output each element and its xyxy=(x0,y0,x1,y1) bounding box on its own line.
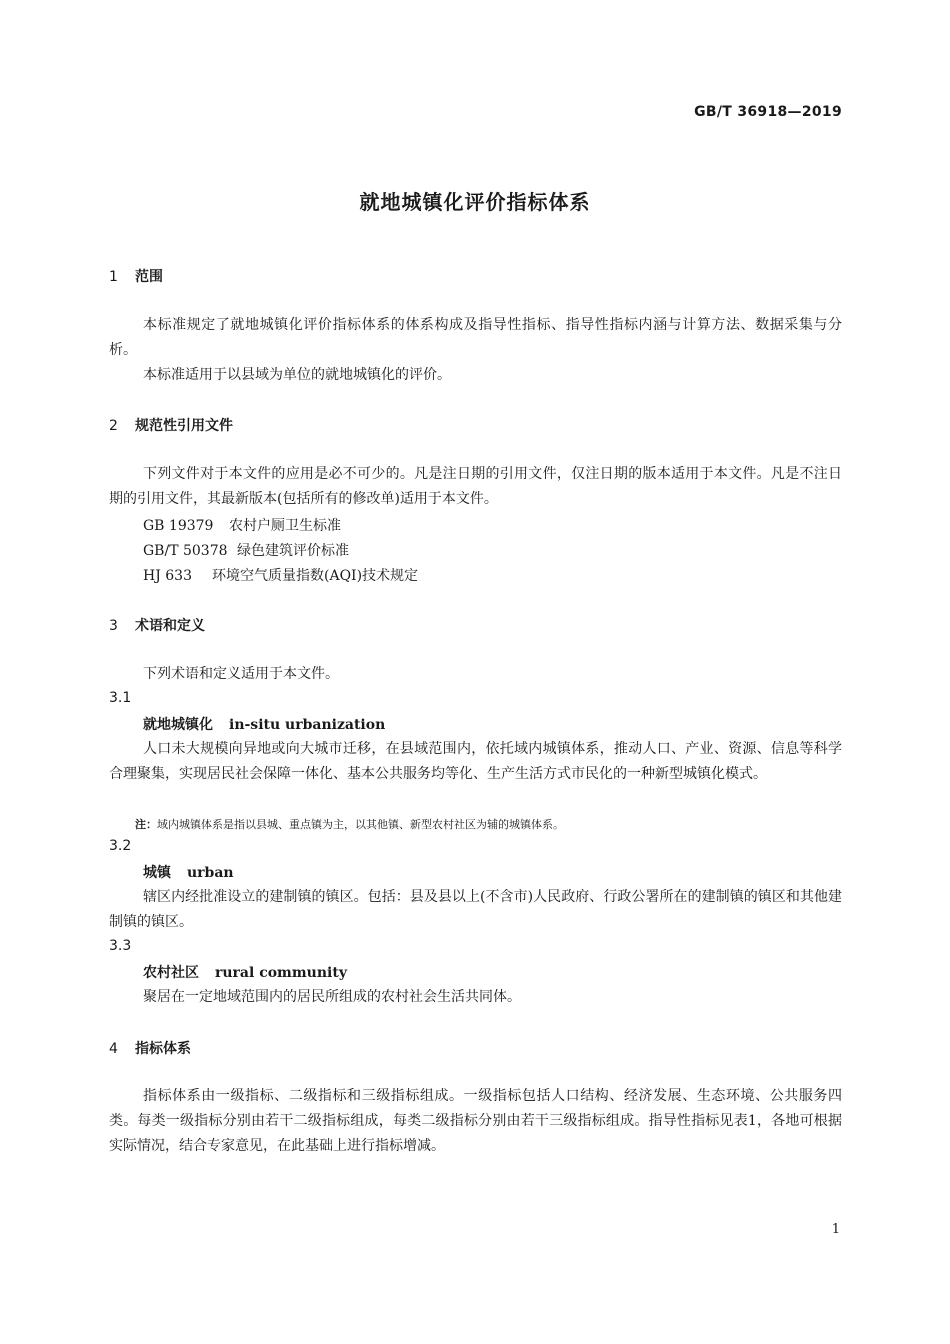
term-heading xyxy=(143,962,347,982)
section-4-heading xyxy=(109,1038,191,1058)
section-number: 4 xyxy=(109,1041,118,1057)
reference-name: 环境空气质量指数(AQI)技术规定 xyxy=(212,568,419,584)
term-definition: 聚居在一定地域范围内的居民所组成的农村社会生活共同体。 xyxy=(143,989,521,1005)
section-3-heading xyxy=(109,615,205,635)
section-title: 范围 xyxy=(135,269,163,285)
section-number: 3 xyxy=(109,618,118,634)
note-text: 域内城镇体系是指以县城、重点镇为主，以其他镇、新型农村社区为辅的城镇体系。 xyxy=(157,818,564,831)
section-1-paragraph-2: 本标准适用于以县域为单位的就地城镇化的评价。 xyxy=(143,367,451,383)
term-definition: 辖区内经批准设立的建制镇的镇区。包括：县及县以上(不含市)人民政府、行政公署所在的建制镇的镇区和其他建制镇的镇区。 xyxy=(109,889,842,930)
term-chinese: 就地城镇化 xyxy=(143,717,213,733)
section-title: 术语和定义 xyxy=(135,618,205,634)
section-1-heading xyxy=(109,266,163,286)
term-definition: 人口未大规模向异地或向大城市迁移，在县域范围内，依托域内城镇体系，推动人口、产业、资源、信息等科学合理聚集，实现居民社会保障一体化、基本公共服务均等化、生产生活方式市民化的一种新型城镇化模式。 xyxy=(109,741,842,782)
section-2-paragraph-1: 下列文件对于本文件的应用是必不可少的。凡是注日期的引用文件，仅注日期的版本适用于本文件。凡是不注日期的引用文件，其最新版本(包括所有的修改单)适用于本文件。 xyxy=(109,466,842,507)
reference-item xyxy=(143,540,349,560)
section-3-paragraph-1: 下列术语和定义适用于本文件。 xyxy=(143,666,339,682)
reference-item xyxy=(143,565,418,585)
reference-name: 绿色建筑评价标准 xyxy=(237,543,349,559)
term-english: urban xyxy=(187,865,234,881)
section-number: 1 xyxy=(109,269,118,285)
section-2-heading xyxy=(109,415,233,435)
term-english: rural community xyxy=(215,965,347,981)
reference-code: GB 19379 xyxy=(143,518,214,534)
term-note xyxy=(135,816,564,832)
term-number: 3.3 xyxy=(109,938,132,954)
term-chinese: 农村社区 xyxy=(143,965,199,981)
section-1-paragraph-1: 本标准规定了就地城镇化评价指标体系的体系构成及指导性指标、指导性指标内涵与计算方法、数据采集与分析。 xyxy=(109,317,842,358)
term-number: 3.2 xyxy=(109,838,132,854)
section-4-paragraph-1: 指标体系由一级指标、二级指标和三级指标组成。一级指标包括人口结构、经济发展、生态环境、公共服务四类。每类一级指标分别由若干二级指标组成，每类二级指标分别由若干三级指标组成。指导性指标见表1，各地可根据实际情况，结合专家意见，在此基础上进行指标增减。 xyxy=(109,1088,842,1154)
document-title: 就地城镇化评价指标体系 xyxy=(359,190,591,214)
section-number: 2 xyxy=(109,418,118,434)
note-label: 注： xyxy=(135,818,157,831)
term-heading xyxy=(143,714,385,734)
reference-code: HJ 633 xyxy=(143,568,192,584)
reference-item xyxy=(143,515,341,535)
reference-name: 农村户厕卫生标准 xyxy=(229,518,341,534)
page-number: 1 xyxy=(831,1222,840,1237)
term-chinese: 城镇 xyxy=(143,865,171,881)
reference-code: GB/T 50378 xyxy=(143,543,228,559)
term-heading xyxy=(143,862,234,882)
section-title: 规范性引用文件 xyxy=(135,418,233,434)
section-title: 指标体系 xyxy=(135,1041,191,1057)
standard-code: GB/T 36918—2019 xyxy=(694,104,842,120)
term-number: 3.1 xyxy=(109,690,132,706)
term-english: in-situ urbanization xyxy=(229,717,386,733)
